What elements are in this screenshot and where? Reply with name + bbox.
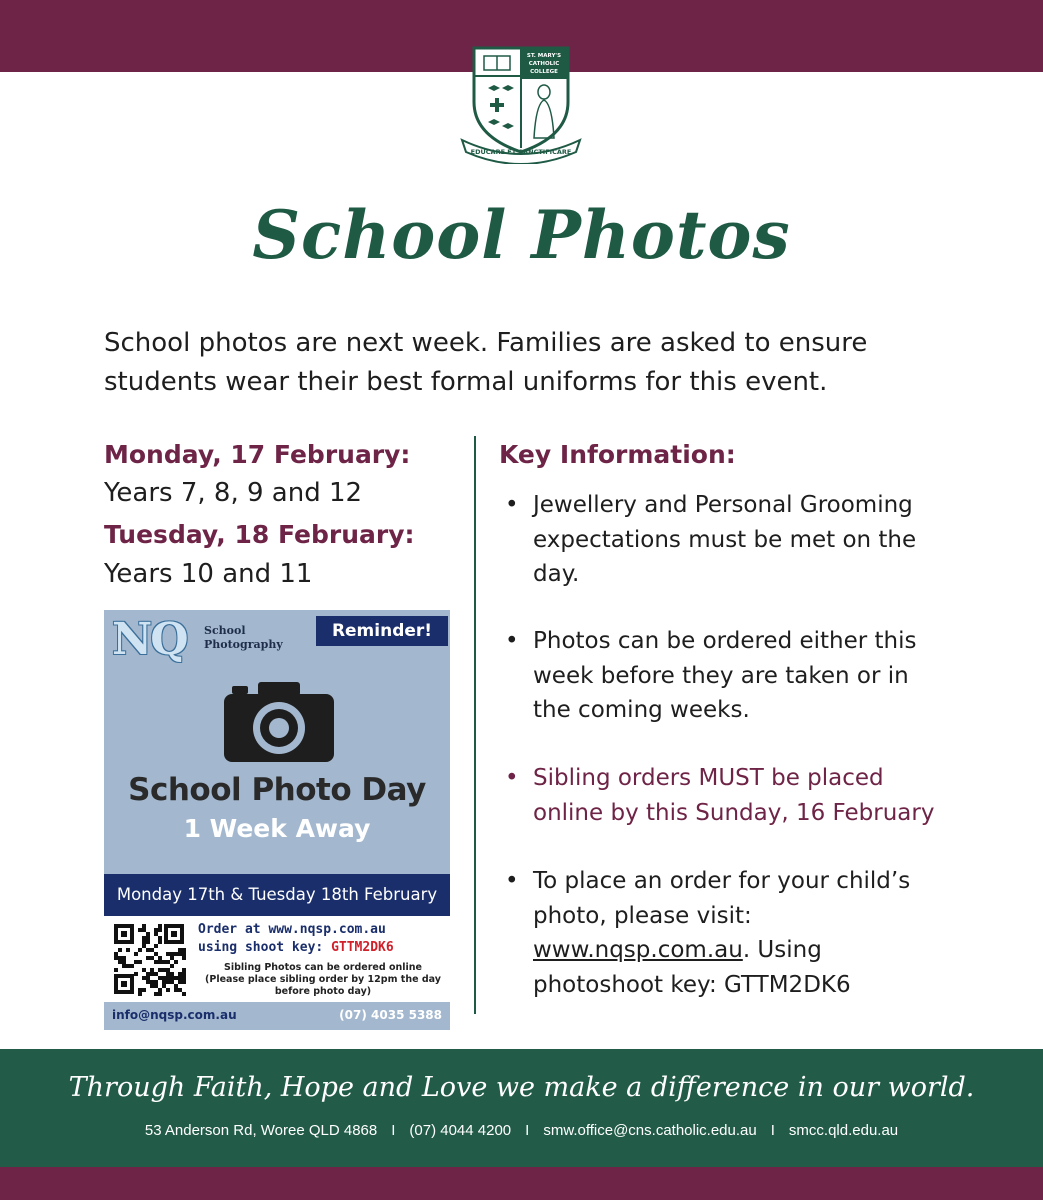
bullet-icon: • [505, 868, 519, 894]
shoot-key-prefix: using shoot key: [198, 940, 332, 955]
bottom-band [0, 1167, 1043, 1200]
key-info-heading: Key Information: [499, 440, 736, 469]
schedule-years-monday: Years 7, 8, 9 and 12 [104, 478, 363, 508]
footer-separator: I [525, 1122, 530, 1139]
footer-motto: Through Faith, Hope and Love we make a difference in our world. [68, 1072, 975, 1103]
bullet-icon: • [505, 765, 519, 791]
footer-website[interactable]: smcc.qld.edu.au [788, 1122, 899, 1139]
reminder-badge: Reminder! [316, 616, 448, 646]
footer-band [0, 1049, 1043, 1167]
footer-address: 53 Anderson Rd, Woree QLD 4868 [144, 1122, 378, 1139]
footer-contact [0, 1122, 1043, 1139]
key-info-text: Jewellery and Personal Grooming expectations must be met on the day. [533, 492, 917, 587]
flyer-dates: Monday 17th & Tuesday 18th February [104, 874, 450, 916]
bullet-icon: • [505, 492, 519, 518]
key-info-text-before: To place an order for your child’s photo, please visit: [533, 868, 911, 929]
college-crest-icon [458, 40, 584, 164]
schedule-day-tuesday: Tuesday, 18 February: [104, 520, 415, 549]
svg-text:COLLEGE: COLLEGE [530, 69, 558, 75]
flyer-subtitle: 1 Week Away [183, 814, 371, 843]
svg-text:CATHOLIC: CATHOLIC [528, 61, 560, 67]
key-info-text-after: . Using photoshoot key: GTTM2DK6 [533, 937, 851, 998]
qr-code-icon[interactable] [112, 922, 186, 996]
page-title: School Photos [252, 196, 791, 274]
key-info-text: Sibling orders MUST be placed online by this Sunday, 16 February [533, 765, 935, 826]
schedule-day-monday: Monday, 17 February: [104, 440, 411, 469]
flyer-title: School Photo Day [128, 772, 426, 808]
schedule-years-tuesday: Years 10 and 11 [104, 559, 313, 589]
nqsp-link[interactable]: www.nqsp.com.au [533, 937, 743, 963]
column-divider [474, 436, 476, 1014]
nq-logo-subtitle: School Photography [204, 624, 283, 651]
list-item [499, 488, 949, 592]
svg-text:ST. MARY'S: ST. MARY'S [526, 53, 562, 59]
shoot-key-line [198, 940, 448, 955]
flyer-email[interactable]: info@nqsp.com.au [112, 1008, 237, 1022]
footer-separator: I [391, 1122, 396, 1139]
list-item [499, 761, 949, 830]
nq-logo: NQ [112, 614, 187, 665]
list-item [499, 624, 949, 728]
nq-photography-flyer [104, 610, 450, 1030]
sibling-note: Sibling Photos can be ordered online (Please place sibling order by 12pm the day before photo day) [205, 962, 441, 997]
footer-phone: (07) 4044 4200 [409, 1122, 512, 1139]
list-item [499, 864, 949, 1002]
intro-text: School photos are next week. Families are asked to ensure students wear their best formal uniforms for this event. [104, 328, 868, 397]
shoot-key-value: GTTM2DK6 [331, 940, 394, 955]
svg-text:EDUCARE ET SANCTIFICARE: EDUCARE ET SANCTIFICARE [470, 148, 572, 156]
footer-email[interactable]: smw.office@cns.catholic.edu.au [543, 1122, 757, 1139]
key-info-text: Photos can be ordered either this week before they are taken or in the coming weeks. [533, 628, 917, 723]
footer-separator: I [770, 1122, 775, 1139]
order-url-line: Order at www.nqsp.com.au [198, 922, 386, 937]
bullet-icon: • [505, 628, 519, 654]
flyer-phone: (07) 4035 5388 [339, 1008, 442, 1022]
camera-icon [224, 682, 334, 762]
